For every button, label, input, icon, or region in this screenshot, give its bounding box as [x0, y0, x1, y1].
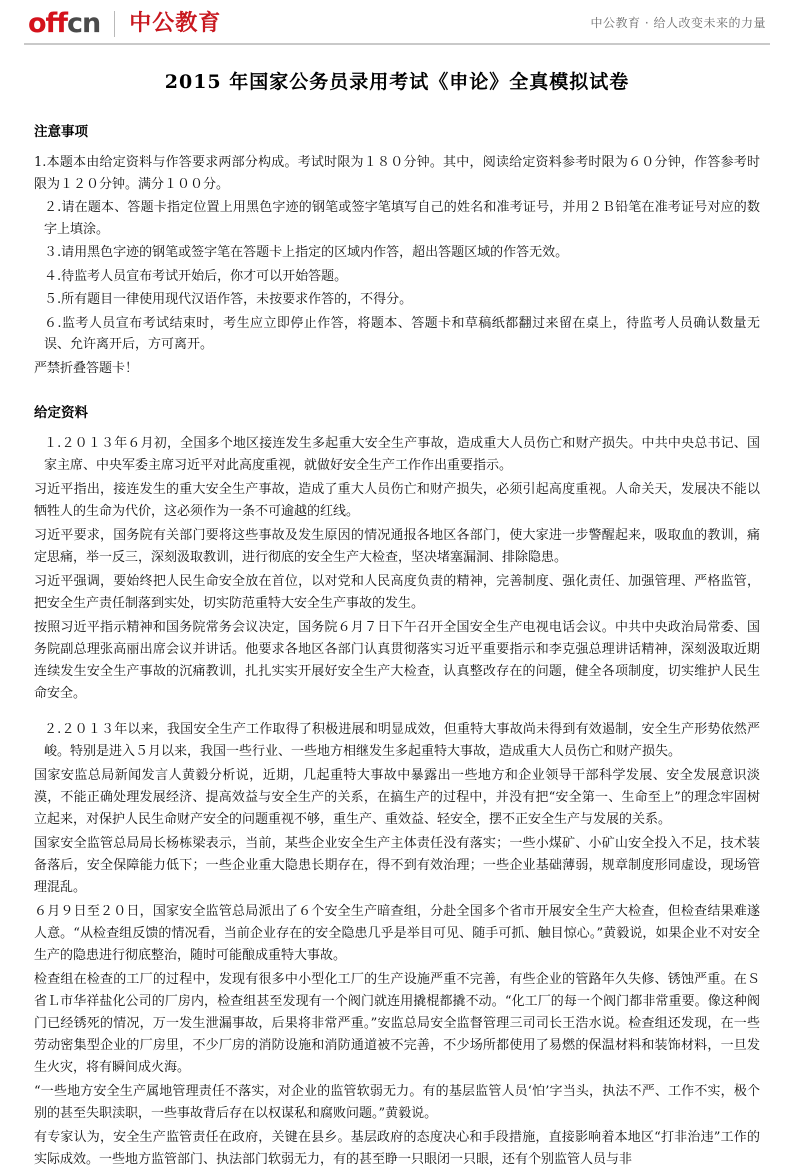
material-paragraph: ６月９日至２０日，国家安全监管总局派出了６个安全生产暗查组，分赴全国多个省市开展安全生产大检查，但检查结果难遂人意。“从检查组反馈的情况看，当前企业存在的安全隐患几乎是举目可见、随手可抓、触目惊心。”黄毅说，如果企业不对安全生产的隐患进行彻底整治，随时可能酿成重特大事故。 [34, 904, 760, 963]
header-slogan: 中公教育 · 给人改变未来的力量 [590, 16, 766, 30]
brand-divider [114, 11, 115, 37]
material-paragraph: “一些地方安全生产属地管理责任不落实，对企业的监管软弱无力。有的基层监管人员‘怕’字当头，执法不严、工作不实，极个别的甚至失职渎职，一些事故背后存在以权谋私和腐败问题。”黄毅说。 [34, 1084, 760, 1121]
material-paragraph: 习近平强调，要始终把人民生命安全放在首位，以对党和人民高度负责的精神，完善制度、强化责任、加强管理、严格监管，把安全生产责任制落到实处，切实防范重特大安全生产事故的发生。 [34, 574, 760, 611]
brand-mark [28, 10, 100, 37]
notice-item: ３.请用黑色字迹的钢笔或签字笔在答题卡上指定的区域内作答，超出答题区域的作答无效。 [44, 245, 569, 260]
material-heading: 给定资料 [34, 405, 88, 421]
notice-item: ５.所有题目一律使用现代汉语作答，未按要求作答的，不得分。 [44, 292, 413, 307]
material-paragraph: 有专家认为，安全生产监管责任在政府，关键在县乡。基层政府的态度决心和手段措施，直接影响着本地区“打非治违”工作的实际成效。一些地方监管部门、执法部门软弱无力，有的甚至睁一只眼闭一只眼，还有个别监管人员与非 [34, 1130, 760, 1167]
material-paragraph: 检查组在检查的工厂的过程中，发现有很多中小型化工厂的生产设施严重不完善，有些企业的管路年久失修、锈蚀严重。在Ｓ省Ｌ市华祥盐化公司的厂房内，检查组甚至发现有一个阀门就连用撬棍都撬不动。“化工厂的每一个阀门都非常重要。像这种阀门已经锈死的情况，万一发生泄漏事故，后果将非常严重。”安监总局安全监督管理三司司长王浩水说。检查组还发现，在一些劳动密集型企业的厂房里，不少厂房的消防设施和消防通道被不完善，不少场所都使用了易燃的保温材料和装饰材料，一旦发生火灾，将有瞬间成火海。 [34, 972, 760, 1075]
material-paragraph: 习近平要求，国务院有关部门要将这些事故及发生原因的情况通报各地区各部门，使大家进一步警醒起来，吸取血的教训，痛定思痛，举一反三，深刻汲取教训，进行彻底的安全生产大检查，坚决堵塞漏洞、排除隐患。 [34, 528, 760, 565]
material-paragraph: １.２０１３年６月初，全国多个地区接连发生多起重大安全生产事故，造成重大人员伤亡和财产损失。中共中央总书记、国家主席、中央军委主席习近平对此高度重视，就做好安全生产工作作出重要指示。 [44, 436, 760, 473]
brand-logo-cn: cn [67, 8, 101, 39]
material-paragraph: 国家安全监管总局局长杨栋梁表示，当前，某些企业安全生产主体责任没有落实；一些小煤矿、小矿山安全投入不足，技术装备落后，安全保障能力低下；一些企业重大隐患长期存在，得不到有效治理；一些企业基础薄弱，规章制度形同虚设，现场管理混乱。 [34, 836, 760, 895]
material-paragraph: 国家安监总局新闻发言人黄毅分析说，近期，几起重特大事故中暴露出一些地方和企业领导干部科学发展、安全发展意识淡漠，不能正确处理发展经济、提高效益与安全生产的关系，在搞生产的过程中，并没有把“安全第一、生命至上”的理念牢固树立起来，对保护人民生命财产安全的问题重视不够，重生产、重效益、轻安全，摆不正安全生产与发展的关系。 [34, 768, 760, 827]
brand-logo-off: off [28, 8, 68, 39]
brand-logo-chinese: 中公教育 [129, 10, 222, 36]
material-paragraph: ２.２０１３年以来，我国安全生产工作取得了积极进展和明显成效，但重特大事故尚未得到有效遏制，安全生产形势依然严峻。特别是进入５月以来，我国一些行业、一些地方相继发生多起重特大事故，造成重大人员伤亡和财产损失。 [44, 722, 760, 759]
notice-item: 1.本题本由给定资料与作答要求两部分构成。考试时限为１８０分钟。其中，阅读给定资料参考时限为６０分钟，作答参考时限为１２０分钟。满分１００分。 [34, 155, 760, 192]
page-title: 2015 年国家公务员录用考试《申论》全真模拟试卷 [164, 71, 630, 93]
brand-logo [28, 10, 221, 37]
document-content [0, 120, 794, 1171]
notice-item: ２.请在题本、答题卡指定位置上用黑色字迹的钢笔或签字笔填写自己的姓名和准考证号，并用２Ｂ铅笔在准考证号对应的数字上填涂。 [44, 200, 760, 237]
material-paragraph: 习近平指出，接连发生的重大安全生产事故，造成了重大人员伤亡和财产损失，必须引起高度重视。人命关天，发展决不能以牺牲人的生命为代价，这必须作为一条不可逾越的红线。 [34, 482, 760, 519]
notice-item: ６.监考人员宣布考试结束时，考生应立即停止作答，将题本、答题卡和草稿纸都翻过来留在桌上，待监考人员确认数量无误、允许离开后，方可离开。 [44, 315, 760, 352]
notice-warning: 严禁折叠答题卡！ [34, 360, 139, 376]
notice-heading: 注意事项 [34, 124, 88, 140]
page-header [0, 0, 794, 43]
notice-item: ４.待监考人员宣布考试开始后，你才可以开始答题。 [44, 268, 348, 284]
material-paragraph: 按照习近平指示精神和国务院常务会议决定，国务院６月７日下午召开全国安全生产电视电话会议。中共中央政治局常委、国务院副总理张高丽出席会议并讲话。他要求各地区各部门认真贯彻落实习近平重要指示和李克强总理讲话精神，深刻汲取近期连续发生安全生产事故的沉痛教训，扎扎实实开展好安全生产大检查，认真整改存在的问题，健全各项制度，切实维护人民生命安全。 [34, 620, 760, 701]
header-divider [24, 43, 770, 45]
material-block [34, 433, 760, 1171]
notice-block [34, 152, 760, 379]
